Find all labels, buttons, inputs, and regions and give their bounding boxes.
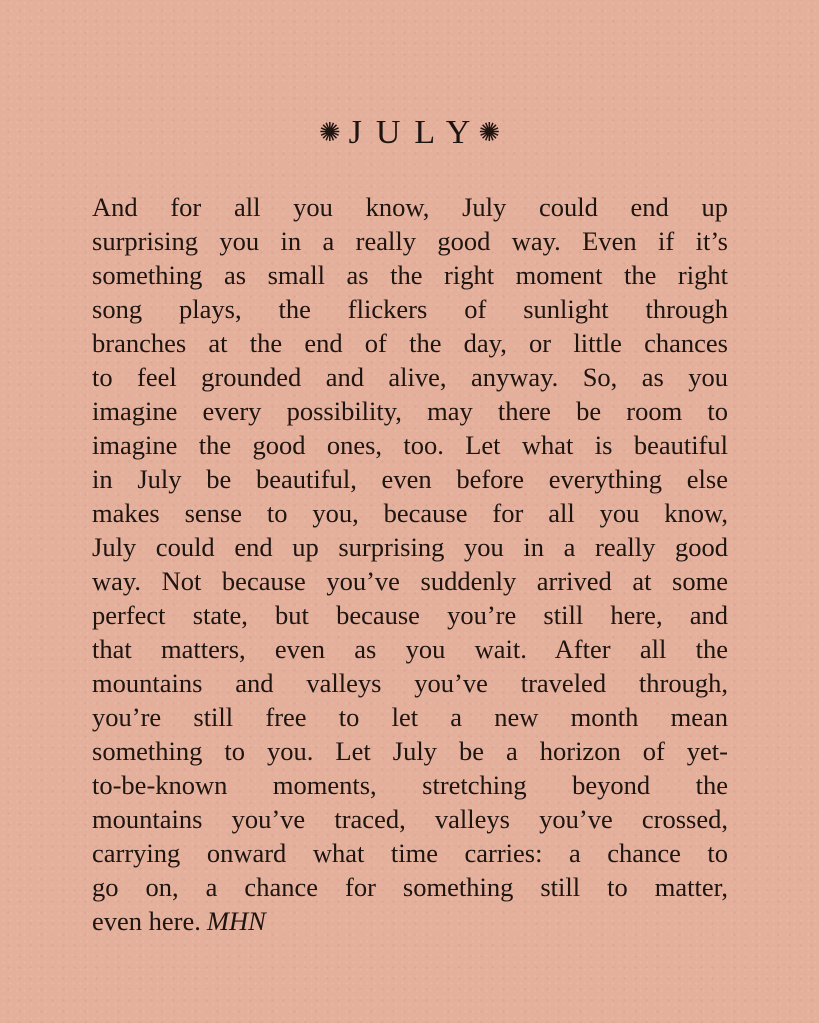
poem-line: to-be-known moments, stretching beyond the [92, 770, 728, 800]
right-sun-ornament-icon: ✺ [478, 118, 501, 148]
poem-line: something to you. Let July be a horizon of yet- [92, 736, 728, 766]
title-row [0, 110, 819, 156]
poem-line: surprising you in a really good way. Even if it’s [92, 226, 728, 256]
poem-line: makes sense to you, because for all you know, [92, 498, 728, 528]
poem-line: July could end up surprising you in a really good [92, 532, 728, 562]
poem-line: something as small as the right moment the right [92, 260, 728, 290]
poem-line: you’re still free to let a new month mean [92, 702, 728, 732]
poem-line: in July be beautiful, even before everything else [92, 464, 728, 494]
poem-line: mountains and valleys you’ve traveled through, [92, 668, 728, 698]
poem-line: branches at the end of the day, or little chances [92, 328, 728, 358]
poem-line: carrying onward what time carries: a chance to [92, 838, 728, 868]
poem-line: that matters, even as you wait. After all the [92, 634, 728, 664]
poem-line: go on, a chance for something still to matter, [92, 872, 728, 902]
poem-line: imagine every possibility, may there be room to [92, 396, 728, 426]
poem-line: way. Not because you’ve suddenly arrived at some [92, 566, 728, 596]
poem-line: mountains you’ve traced, valleys you’ve crossed, [92, 804, 728, 834]
page-title: JULY [348, 114, 485, 151]
poem-line: to feel grounded and alive, anyway. So, as you [92, 362, 728, 392]
poem-line: even here. [92, 906, 201, 936]
poem-line: imagine the good ones, too. Let what is beautiful [92, 430, 728, 460]
poem-line: And for all you know, July could end up [92, 192, 728, 222]
poem-line: perfect state, but because you’re still here, and [92, 600, 728, 630]
poem-body [92, 190, 728, 938]
poem-last-line [92, 904, 728, 938]
poem-line: song plays, the flickers of sunlight through [92, 294, 728, 324]
author-signature: MHN [206, 906, 266, 936]
left-sun-ornament-icon: ✺ [318, 118, 341, 148]
